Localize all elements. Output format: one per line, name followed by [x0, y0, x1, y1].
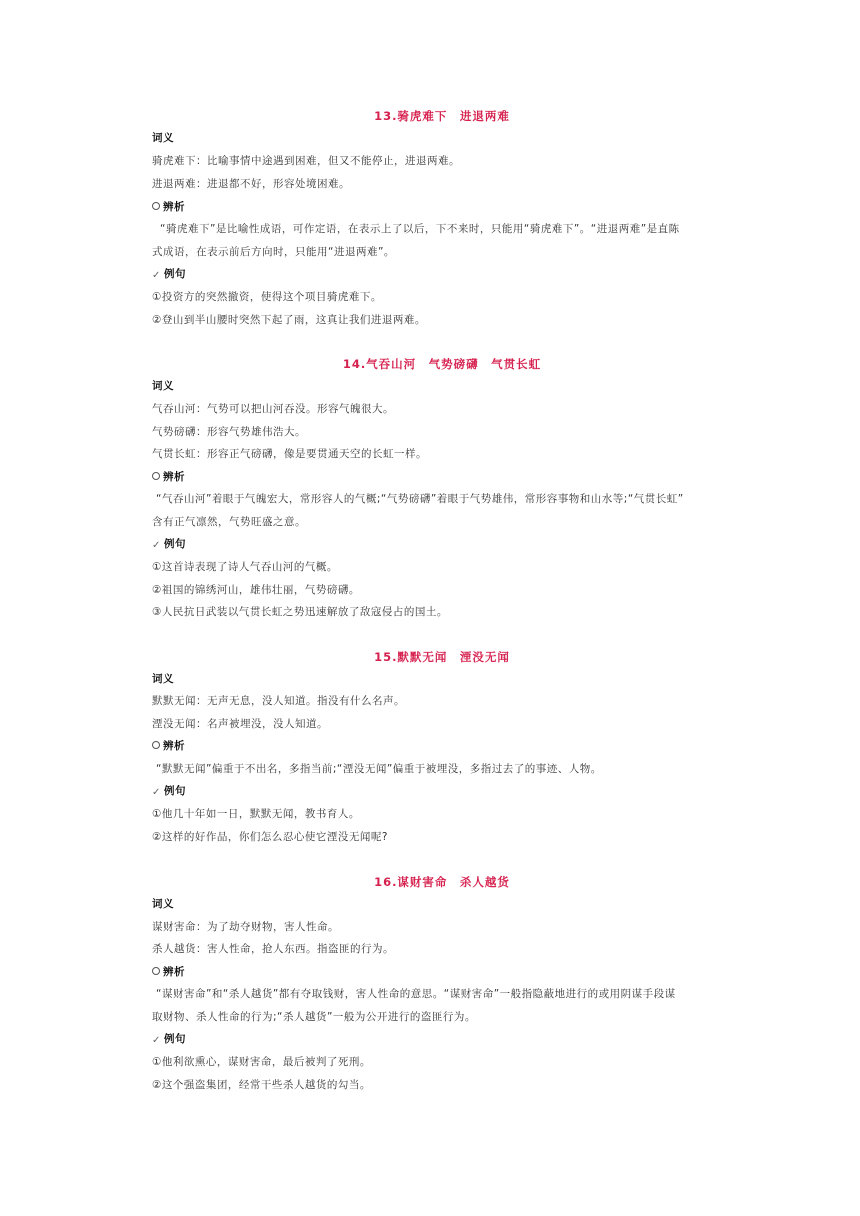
example-line: ②登山到半山腰时突然下起了雨，这真让我们进退两难。 — [152, 314, 426, 326]
check-icon: ✓ — [152, 787, 161, 798]
analysis-heading: 辨析 — [163, 471, 185, 483]
circle-icon — [152, 741, 160, 749]
example-heading: 例句 — [164, 538, 186, 550]
analysis-heading-row — [152, 965, 185, 979]
example-heading: 例句 — [164, 268, 186, 280]
example-line: ①这首诗表现了诗人气吞山河的气概。 — [152, 561, 338, 573]
example-heading-row — [152, 267, 186, 281]
analysis-line: “谋财害命”和“杀人越货”都有夺取钱财，害人性命的意思。“谋财害命”一般指隐蔽地进行的或用阴谋手段谋 — [156, 988, 676, 1000]
example-heading-row — [152, 1032, 186, 1046]
circle-icon — [152, 202, 160, 210]
section-title: 13.骑虎难下 进退两难 — [374, 109, 510, 123]
example-line: ③人民抗日武装以气贯长虹之势迅速解放了敌寇侵占的国土。 — [152, 606, 448, 618]
meaning-line: 气势磅礴：形容气势雄伟浩大。 — [152, 426, 306, 438]
analysis-line: “气吞山河”着眼于气魄宏大，常形容人的气概;“气势磅礴”着眼于气势雄伟，常形容事物和山水等;“气贯长虹” — [156, 493, 684, 505]
meaning-line: 气贯长虹：形容正气磅礴，像是要贯通天空的长虹一样。 — [152, 448, 427, 460]
example-heading: 例句 — [164, 785, 186, 797]
section-title: 16.谋财害命 杀人越货 — [374, 875, 510, 889]
meaning-heading: 词义 — [152, 132, 174, 144]
analysis-heading-row — [152, 200, 185, 214]
example-heading: 例句 — [164, 1033, 186, 1045]
example-heading-row — [152, 784, 186, 798]
meaning-line: 气吞山河：气势可以把山河吞没。形容气魄很大。 — [152, 403, 394, 415]
example-line: ①他利欲熏心，谋财害命，最后被判了死刑。 — [152, 1056, 371, 1068]
section-title: 14.气吞山河 气势磅礴 气贯长虹 — [342, 357, 542, 371]
circle-icon — [152, 472, 160, 480]
analysis-heading: 辨析 — [163, 740, 185, 752]
analysis-heading: 辨析 — [163, 201, 185, 213]
example-line: ①他几十年如一日，默默无闻，教书育人。 — [152, 808, 360, 820]
example-heading-row — [152, 537, 186, 551]
analysis-line: 式成语，在表示前后方向时，只能用“进退两难”。 — [152, 246, 395, 258]
meaning-line: 骑虎难下：比喻事情中途遇到困难，但又不能停止，进退两难。 — [152, 155, 460, 167]
meaning-heading: 词义 — [152, 673, 174, 685]
circle-icon — [152, 967, 160, 975]
meaning-line: 谋财害命：为了劫夺财物，害人性命。 — [152, 921, 339, 933]
analysis-line: 含有正气凛然，气势旺盛之意。 — [152, 516, 306, 528]
check-icon: ✓ — [152, 540, 161, 551]
analysis-heading-row — [152, 739, 185, 753]
example-line: ②这个强盗集团，经常干些杀人越货的勾当。 — [152, 1079, 371, 1091]
analysis-line: “骑虎难下”是比喻性成语，可作定语，在表示上了以后，下不来时，只能用“骑虎难下”。“进退两难”是直陈 — [160, 223, 680, 235]
meaning-line: 杀人越货：害人性命，抢人东西。指盗匪的行为。 — [152, 943, 394, 955]
example-line: ②祖国的锦绣河山，雄伟壮丽，气势磅礴。 — [152, 584, 360, 596]
example-line: ①投资方的突然撤资，使得这个项目骑虎难下。 — [152, 291, 382, 303]
analysis-line: 取财物、杀人性命的行为;“杀人越货”一般为公开进行的盗匪行为。 — [152, 1011, 476, 1023]
analysis-line: “默默无闻”偏重于不出名，多指当前;“湮没无闻”偏重于被埋没，多指过去了的事迹、人物。 — [156, 763, 602, 775]
meaning-heading: 词义 — [152, 898, 174, 910]
check-icon: ✓ — [152, 270, 161, 281]
check-icon: ✓ — [152, 1035, 161, 1046]
example-line: ②这样的好作品，你们怎么忍心使它湮没无闻呢? — [152, 831, 388, 843]
section-title: 15.默默无闻 湮没无闻 — [374, 650, 510, 664]
meaning-line: 默默无闻：无声无息，没人知道。指没有什么名声。 — [152, 695, 405, 707]
analysis-heading: 辨析 — [163, 966, 185, 978]
analysis-heading-row — [152, 470, 185, 484]
meaning-line: 进退两难：进退都不好，形容处境困难。 — [152, 178, 350, 190]
meaning-heading: 词义 — [152, 380, 174, 392]
meaning-line: 湮没无闻：名声被埋没，没人知道。 — [152, 718, 328, 730]
